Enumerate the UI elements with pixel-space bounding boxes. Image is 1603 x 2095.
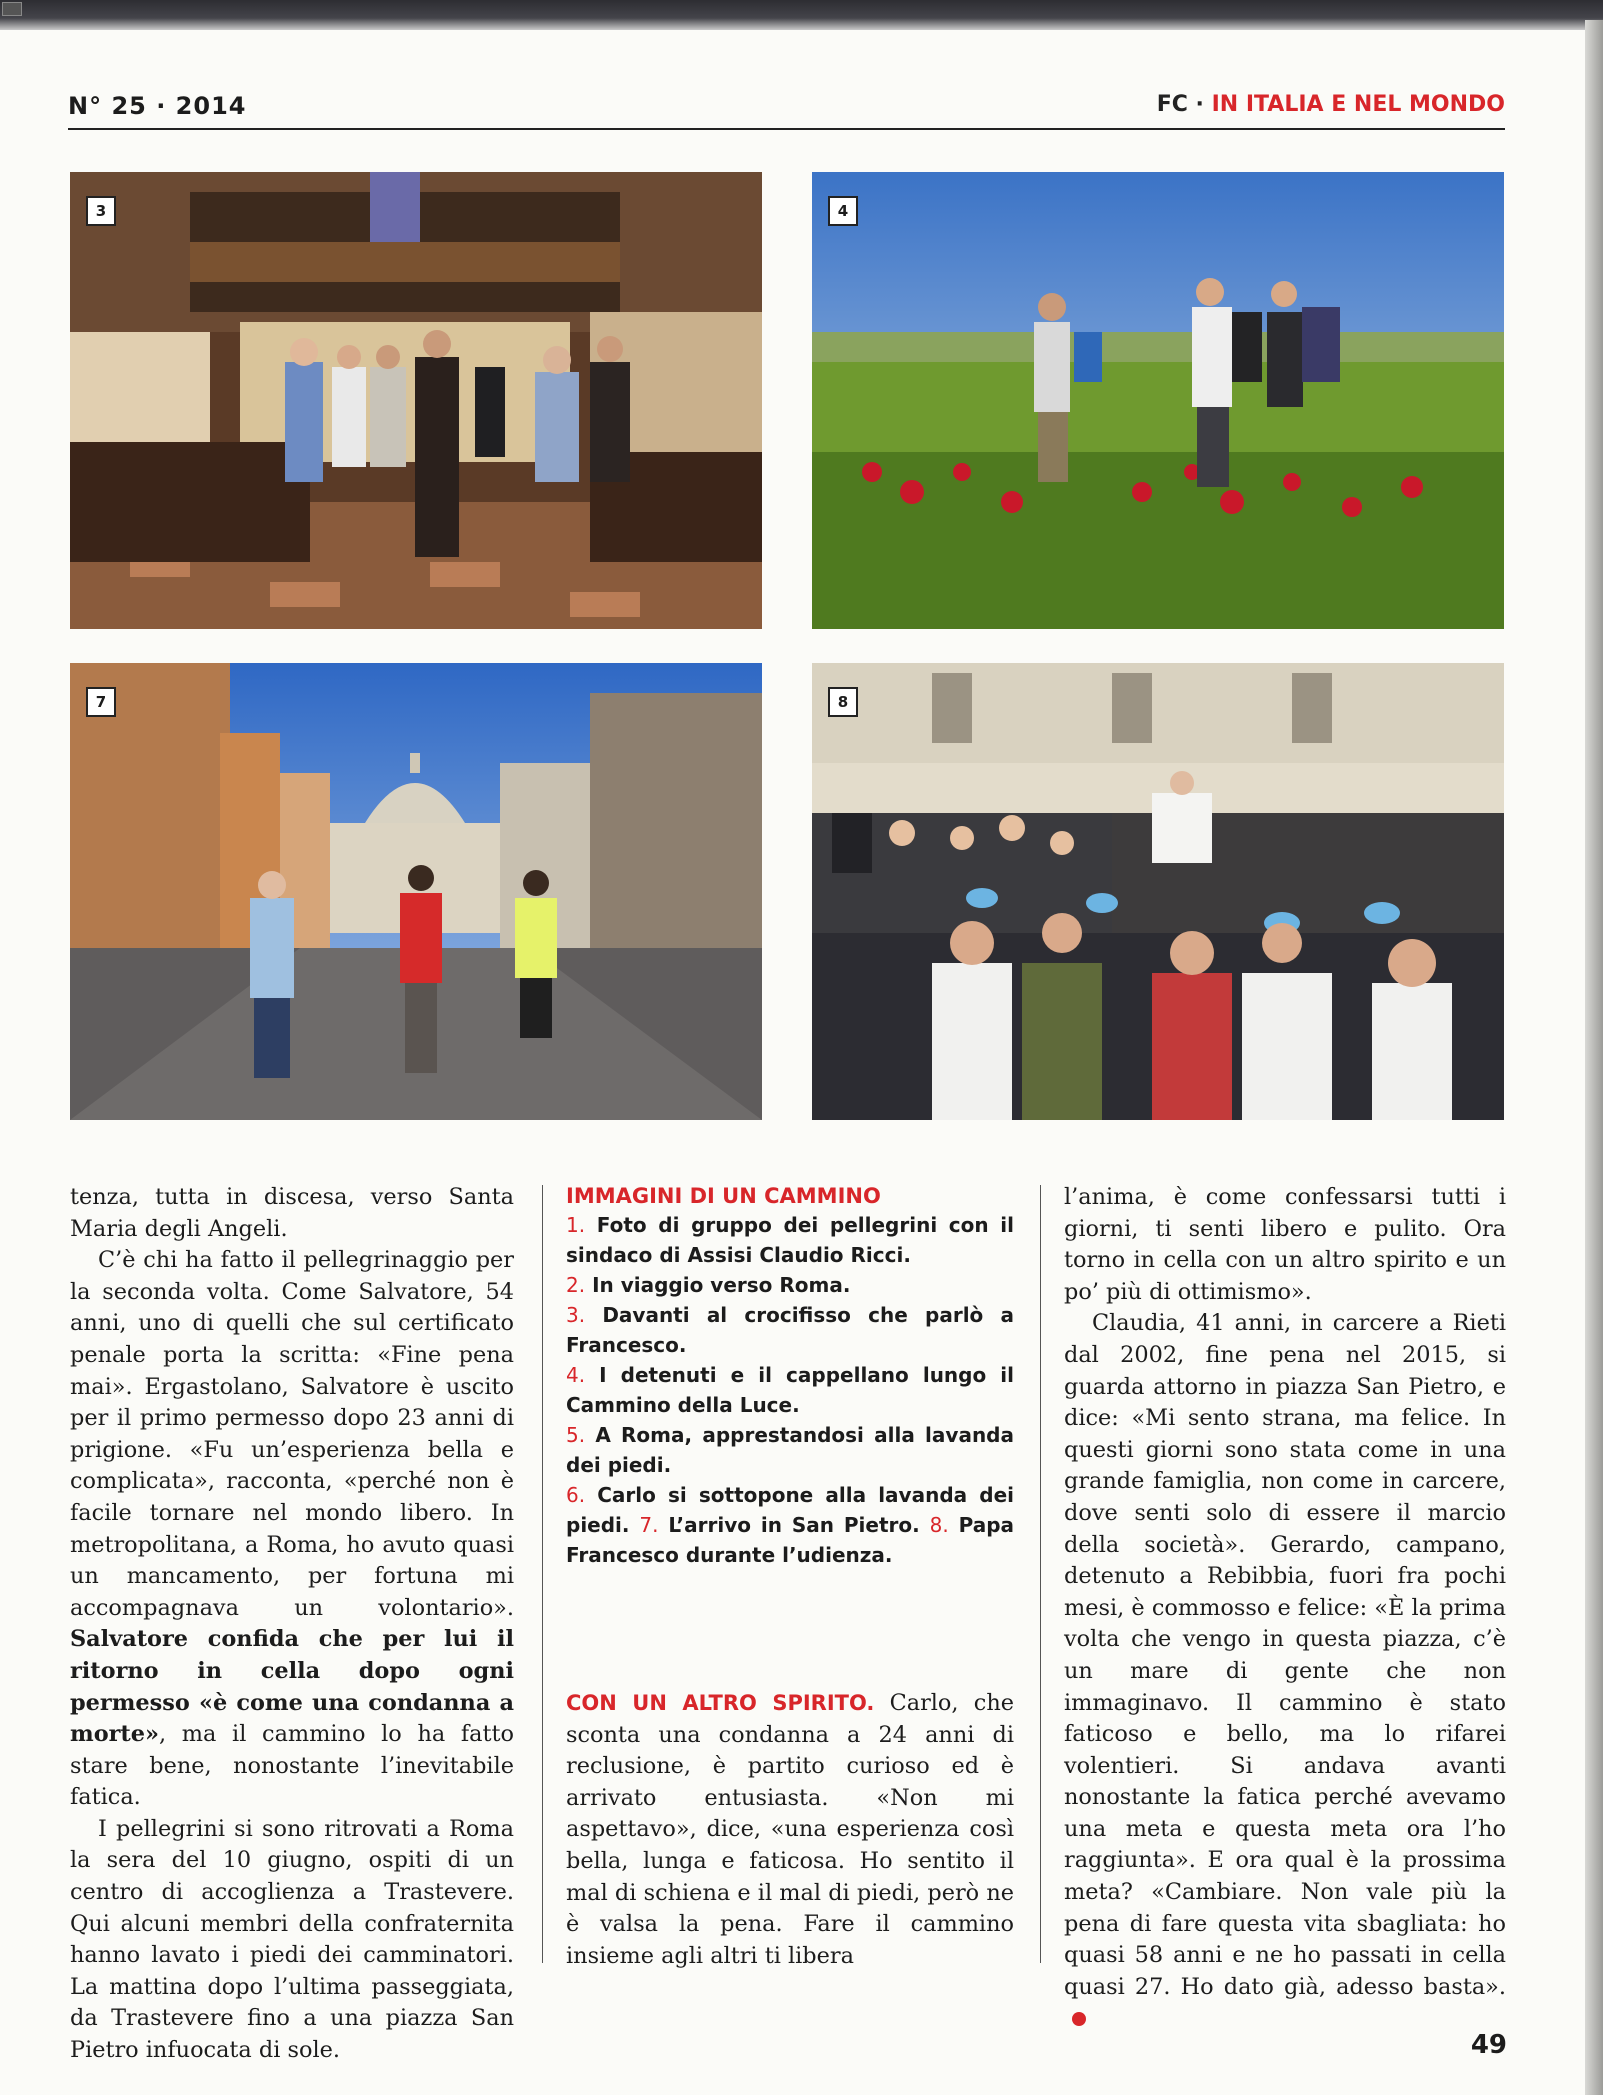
photo-number-badge: 7 <box>86 687 116 717</box>
caption-number: 4. <box>566 1363 586 1387</box>
paragraph: I pellegrini si sono ritrovati a Roma la sera del 10 giugno, ospiti di un centro di accoglienza a Trastevere. Qui alcuni membri della confraternita hanno lavato i piedi dei camminatori. La mattina dopo l’ultima passeggiata, da Trastevere fino a una piazza San Pietro infuocata di sole. <box>70 1815 514 2064</box>
column-divider <box>1040 1185 1041 1963</box>
page-number: 49 <box>1470 2030 1507 2060</box>
scan-right-edge <box>1585 20 1603 2095</box>
paragraph <box>70 1245 514 1814</box>
photo-7-arrival-san-pietro <box>70 663 762 1120</box>
caption-number: 7. <box>639 1513 659 1537</box>
paragraph-text: C’è chi ha fatto il pellegrinaggio per la seconda volta. Come Salvatore, 54 anni, uno di quelli che sul certificato penale porta la scritta: «Fine pena mai». Ergastolano, Salvatore è uscito per il primo permesso dopo 23 anni di prigione. «Fu un’esperienza bella e complicata», racconta, «perché non è facile tornare nel mondo libero. In metropolitana, a Roma, ho avuto quasi un mancamento, per fortuna mi accompagnava un volontario». <box>70 1247 514 1621</box>
photo-8-papal-audience <box>812 663 1504 1120</box>
article-column-2 <box>566 1182 1014 1972</box>
paragraph-text: , ma il cammino lo ha fatto stare bene, nonostante l’inevitabile fatica. <box>70 1721 514 1811</box>
caption-item <box>566 1210 1014 1270</box>
paragraph: l’anima, è come confessarsi tutti i giorni, ti senti libero e pulito. Ora torno in cella con un altro spirito e un po’ più di ottimismo». <box>1064 1184 1506 1305</box>
caption-box-title: IMMAGINI DI UN CAMMINO <box>566 1184 881 1208</box>
caption-number: 8. <box>929 1513 949 1537</box>
section-name: IN ITALIA E NEL MONDO <box>1211 92 1505 117</box>
section-title <box>1157 92 1505 117</box>
issue-number: N° 25 · 2014 <box>68 92 247 120</box>
photo-4-pilgrims-walking <box>812 172 1504 629</box>
photo-number-badge: 3 <box>86 196 116 226</box>
paragraph-text: Claudia, 41 anni, in carcere a Rieti dal 2002, fine pena nel 2015, si guarda attorno in piazza San Pietro, e dice: «Mi sento strana, ma felice. In questi giorni sono stata come in una grande famiglia, non come in carcere, dove senti solo di essere il marcio della società». Gerardo, campano, detenuto a Rebibbia, fuori fra pochi mesi, è commosso e felice: «È la prima volta che vengo in questa piazza, c’è un mare di gente che non immaginavo. Il cammino è stato faticoso e bello, ma lo rifarei volentieri. Si andava avanti nonostante la fatica perché avevamo una meta e questa meta ora l’ho raggiunta». E ora qual è la prossima meta? «Cambiare. Non vale più la pena di fare questa vita sbagliata: ho quasi 58 anni e ne ho passati in cella quasi 27. Ho dato già, adesso basta». <box>1064 1310 1506 2000</box>
caption-text: L’arrivo in San Pietro. <box>668 1513 920 1537</box>
article-column-1 <box>70 1182 514 2067</box>
caption-number: 3. <box>566 1303 586 1327</box>
caption-text: Davanti al crocifisso che parlò a Francesco. <box>566 1303 1014 1357</box>
paragraph-bold-quote: Salvatore confida che per lui il ritorno in cella dopo ogni permesso «è come una condanna a morte» <box>70 1626 514 1748</box>
page-header <box>68 92 1505 130</box>
paragraph <box>1064 1308 1506 2035</box>
caption-text: In viaggio verso Roma. <box>592 1273 851 1297</box>
caption-number: 6. <box>566 1483 586 1507</box>
caption-item <box>566 1300 1014 1360</box>
caption-text: Papa Francesco durante l’udienza. <box>566 1513 1015 1567</box>
end-of-article-dot-icon <box>1072 2012 1086 2026</box>
caption-text: A Roma, apprestandosi alla lavanda dei piedi. <box>566 1423 1014 1477</box>
caption-text: Foto di gruppo dei pellegrini con il sindaco di Assisi Claudio Ricci. <box>566 1213 1014 1267</box>
paragraph-text: Carlo, che sconta una condanna a 24 anni di reclusione, è partito curioso ed è arrivato entusiasta. «Non mi aspettavo», dice, «una esperienza così bella, lunga e faticosa. Ho sentito il mal di schiena e il mal di piedi, però ne è valsa la pena. Fare il cammino insieme agli altri ti libera <box>566 1690 1014 1969</box>
section-fc: FC <box>1156 92 1188 117</box>
caption-item <box>566 1270 1014 1300</box>
caption-number: 2. <box>566 1273 586 1297</box>
scan-top-band <box>0 0 1603 30</box>
photo-number-badge: 8 <box>828 687 858 717</box>
caption-number: 5. <box>566 1423 586 1447</box>
paragraph <box>566 1688 1014 1972</box>
article-column-3 <box>1064 1182 1506 2035</box>
photo-3-church-interior <box>70 172 762 629</box>
caption-item <box>566 1360 1014 1420</box>
caption-number: 1. <box>566 1213 586 1237</box>
caption-text: I detenuti e il cappellano lungo il Cammino della Luce. <box>566 1363 1015 1417</box>
photo-number-badge: 4 <box>828 196 858 226</box>
column-divider <box>542 1185 543 1963</box>
subhead-lead: CON UN ALTRO SPIRITO. <box>566 1691 875 1715</box>
scan-corner-mark <box>2 2 22 16</box>
paragraph: tenza, tutta in discesa, verso Santa Maria degli Angeli. <box>70 1184 514 1242</box>
caption-item <box>566 1480 1014 1570</box>
caption-list <box>566 1210 1014 1570</box>
caption-text: Carlo si sottopone alla lavanda dei piedi. <box>566 1483 1015 1537</box>
section-separator: · <box>1187 92 1212 117</box>
caption-item <box>566 1420 1014 1480</box>
